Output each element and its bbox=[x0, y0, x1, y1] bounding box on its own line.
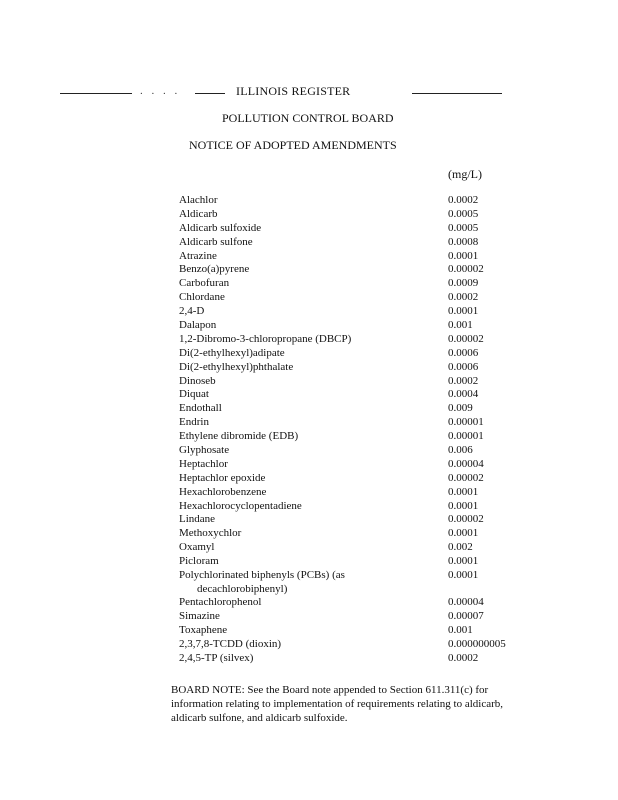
contaminant-name-line: Endothall bbox=[179, 402, 222, 415]
contaminant-name bbox=[179, 194, 441, 208]
contaminant-name-line: 1,2-Dibromo-3-chloropropane (DBCP) bbox=[179, 332, 352, 345]
contaminant-name bbox=[179, 486, 441, 500]
contaminant-name-line: Toxaphene bbox=[179, 623, 228, 636]
table-row bbox=[179, 652, 539, 666]
mcl-value: 0.0002 bbox=[448, 194, 479, 206]
contaminant-name bbox=[179, 569, 441, 596]
contaminant-name-line: Heptachlor bbox=[179, 457, 228, 470]
header-rule-left bbox=[60, 93, 132, 94]
table-row bbox=[179, 638, 539, 652]
contaminant-name-line: Aldicarb sulfone bbox=[179, 235, 253, 248]
contaminant-name-line: Diquat bbox=[179, 388, 209, 401]
mcl-value: 0.006 bbox=[448, 444, 473, 457]
table-row bbox=[179, 263, 539, 277]
mcl-value: 0.0002 bbox=[448, 374, 479, 387]
contaminant-name bbox=[179, 458, 441, 472]
mcl-value: 0.00002 bbox=[448, 513, 484, 526]
mcl-value: 0.0001 bbox=[448, 527, 479, 540]
table-row bbox=[179, 222, 539, 236]
contaminant-name bbox=[179, 472, 441, 486]
mcl-value: 0.0001 bbox=[448, 569, 479, 582]
contaminant-name-line: Dalapon bbox=[179, 319, 217, 332]
table-row bbox=[179, 527, 539, 541]
mcl-value: 0.0001 bbox=[448, 555, 479, 568]
table-row bbox=[179, 305, 539, 319]
contaminant-name bbox=[179, 513, 441, 527]
contaminant-name bbox=[179, 555, 441, 569]
mcl-value: 0.00002 bbox=[448, 263, 484, 276]
mcl-value: 0.0005 bbox=[448, 221, 479, 234]
contaminant-name-line: 2,4,5-TP (silvex) bbox=[179, 651, 254, 664]
contaminant-name bbox=[179, 402, 441, 416]
contaminant-name-line: Polychlorinated biphenyls (PCBs) (as bbox=[179, 569, 345, 582]
table-row bbox=[179, 291, 539, 305]
contaminant-name bbox=[179, 250, 441, 264]
board-note: BOARD NOTE: See the Board note appended to Section 611.311(c) for information relating to implementation of requirements relating to aldicarb, aldicarb sulfone, and aldicarb sulfoxide. bbox=[171, 684, 504, 724]
mcl-value: 0.0006 bbox=[448, 346, 479, 359]
contaminant-name bbox=[179, 222, 441, 236]
contaminant-name-line: Dinoseb bbox=[179, 374, 216, 387]
table-row bbox=[179, 402, 539, 416]
table-row bbox=[179, 361, 539, 375]
contaminant-name-line: Di(2-ethylhexyl)phthalate bbox=[179, 360, 294, 373]
contaminant-name-line: Hexachlorobenzene bbox=[179, 485, 267, 498]
contaminant-name bbox=[179, 638, 441, 652]
contaminant-name-line: Endrin bbox=[179, 416, 209, 429]
header-rule-right bbox=[412, 93, 502, 94]
mcl-value: 0.00004 bbox=[448, 596, 484, 609]
mcl-value: 0.009 bbox=[448, 402, 473, 415]
notice-title: NOTICE OF ADOPTED AMENDMENTS bbox=[189, 138, 397, 152]
contaminant-name bbox=[179, 305, 441, 319]
table-row bbox=[179, 430, 539, 444]
contaminant-name bbox=[179, 277, 441, 291]
contaminant-name bbox=[179, 236, 441, 250]
table-row bbox=[179, 500, 539, 514]
contaminant-name-line: Picloram bbox=[179, 555, 219, 568]
mcl-value: 0.0001 bbox=[448, 305, 479, 318]
mcl-value: 0.00001 bbox=[448, 430, 484, 443]
contaminant-name-line: Atrazine bbox=[179, 249, 217, 262]
contaminant-name bbox=[179, 375, 441, 389]
contaminant-name-line: Simazine bbox=[179, 609, 220, 622]
unit-header: (mg/L) bbox=[448, 167, 482, 181]
table-row bbox=[179, 541, 539, 555]
table-row bbox=[179, 444, 539, 458]
contaminant-name bbox=[179, 291, 441, 305]
contaminant-name bbox=[179, 319, 441, 333]
mcl-value: 0.0001 bbox=[448, 499, 479, 512]
contaminant-name-line: Heptachlor epoxide bbox=[179, 471, 266, 484]
mcl-value: 0.00001 bbox=[448, 416, 484, 429]
mcl-value: 0.000000005 bbox=[448, 637, 506, 650]
mcl-value: 0.00002 bbox=[448, 471, 484, 484]
contaminant-name bbox=[179, 263, 441, 277]
contaminant-name-line: 2,4-D bbox=[179, 305, 205, 318]
table-row bbox=[179, 596, 539, 610]
table-row bbox=[179, 458, 539, 472]
contaminant-name bbox=[179, 541, 441, 555]
table-row bbox=[179, 277, 539, 291]
table-row bbox=[179, 347, 539, 361]
table-row bbox=[179, 250, 539, 264]
contaminant-name-line: Pentachlorophenol bbox=[179, 596, 262, 609]
contaminant-name bbox=[179, 527, 441, 541]
mcl-value: 0.001 bbox=[448, 319, 473, 332]
contaminant-name-line: Ethylene dibromide (EDB) bbox=[179, 430, 299, 443]
contaminant-name-line: Glyphosate bbox=[179, 444, 230, 457]
contaminant-name-line: Benzo(a)pyrene bbox=[179, 263, 250, 276]
mcl-value: 0.0008 bbox=[448, 235, 479, 248]
contaminant-name bbox=[179, 333, 441, 347]
contaminant-table bbox=[179, 194, 539, 666]
table-row bbox=[179, 388, 539, 402]
mcl-value: 0.0001 bbox=[448, 249, 479, 262]
contaminant-name-line: Lindane bbox=[179, 513, 216, 526]
mcl-value: 0.002 bbox=[448, 541, 473, 554]
table-row bbox=[179, 569, 539, 596]
mcl-value: 0.0002 bbox=[448, 651, 479, 664]
mcl-value: 0.0004 bbox=[448, 388, 479, 401]
mcl-value: 0.0002 bbox=[448, 291, 479, 304]
contaminant-name bbox=[179, 652, 441, 666]
contaminant-name-line: Carbofuran bbox=[179, 277, 230, 290]
contaminant-name-line: Alachlor bbox=[179, 194, 218, 206]
table-row bbox=[179, 555, 539, 569]
contaminant-name-line: Oxamyl bbox=[179, 541, 215, 554]
table-row bbox=[179, 624, 539, 638]
header-dots: . . . . bbox=[140, 85, 181, 97]
header-rule-mid bbox=[195, 93, 225, 94]
contaminant-name-line: Di(2-ethylhexyl)adipate bbox=[179, 346, 285, 359]
contaminant-name-line: Chlordane bbox=[179, 291, 225, 304]
contaminant-name bbox=[179, 624, 441, 638]
contaminant-name bbox=[179, 596, 441, 610]
contaminant-name-line: Hexachlorocyclopentadiene bbox=[179, 499, 302, 512]
contaminant-name-line: Methoxychlor bbox=[179, 527, 242, 540]
contaminant-name bbox=[179, 361, 441, 375]
contaminant-name-line: Aldicarb bbox=[179, 207, 218, 220]
contaminant-name bbox=[179, 347, 441, 361]
table-row bbox=[179, 208, 539, 222]
contaminant-name bbox=[179, 444, 441, 458]
table-row bbox=[179, 486, 539, 500]
contaminant-name bbox=[179, 208, 441, 222]
table-row bbox=[179, 333, 539, 347]
table-row bbox=[179, 375, 539, 389]
contaminant-name bbox=[179, 416, 441, 430]
mcl-value: 0.0006 bbox=[448, 360, 479, 373]
contaminant-name bbox=[179, 500, 441, 514]
mcl-value: 0.0005 bbox=[448, 207, 479, 220]
register-title: ILLINOIS REGISTER bbox=[236, 84, 351, 98]
board-title: POLLUTION CONTROL BOARD bbox=[222, 111, 394, 125]
mcl-value: 0.00004 bbox=[448, 457, 484, 470]
contaminant-name bbox=[179, 430, 441, 444]
mcl-value: 0.001 bbox=[448, 623, 473, 636]
table-row bbox=[179, 513, 539, 527]
contaminant-name-line: 2,3,7,8-TCDD (dioxin) bbox=[179, 637, 282, 650]
mcl-value: 0.00007 bbox=[448, 609, 484, 622]
table-row bbox=[179, 416, 539, 430]
table-row bbox=[179, 236, 539, 250]
contaminant-name-line: Aldicarb sulfoxide bbox=[179, 221, 262, 234]
contaminant-name-continuation: decachlorobiphenyl) bbox=[197, 582, 288, 595]
table-row bbox=[179, 472, 539, 486]
table-row bbox=[179, 319, 539, 333]
contaminant-name bbox=[179, 610, 441, 624]
mcl-value: 0.0009 bbox=[448, 277, 479, 290]
mcl-value: 0.0001 bbox=[448, 485, 479, 498]
table-row bbox=[179, 194, 539, 208]
contaminant-name bbox=[179, 388, 441, 402]
mcl-value: 0.00002 bbox=[448, 332, 484, 345]
table-row bbox=[179, 610, 539, 624]
